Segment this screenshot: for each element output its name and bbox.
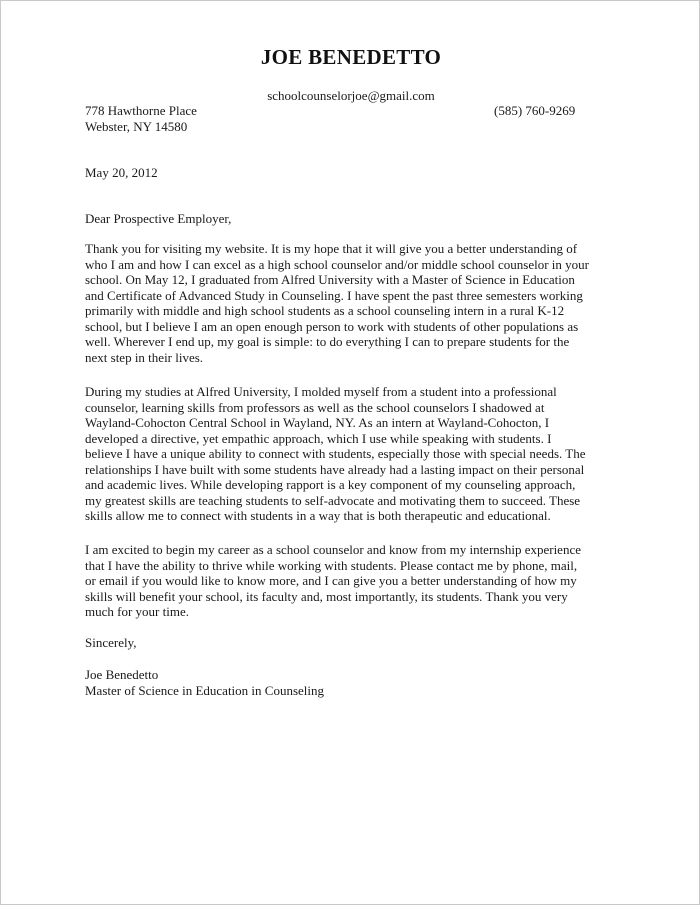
paragraph-line: and academic lives. While developing rapport is a key component of my counseling approach, (85, 477, 576, 492)
salutation: Dear Prospective Employer, (85, 211, 232, 226)
closing: Sincerely, (85, 635, 137, 650)
paragraph-line: believe I have a unique ability to connect with students, especially those with special needs. The (85, 446, 586, 461)
paragraph-line: school, but I believe I am an open enough person to work with students of other populations as (85, 318, 579, 334)
paragraph-line: developed a directive, yet empathic approach, which I use while speaking with students. I (85, 430, 552, 446)
paragraph-line: relationships I have built with some students have already had a lasting impact on their personal (85, 461, 585, 477)
paragraph-line: next step in their lives. (85, 349, 204, 365)
sender-phone: (585) 760-9269 (494, 103, 576, 118)
sender-email: schoolcounselorjoe@gmail.com (267, 88, 435, 103)
paragraph-line: skills will benefit your school, its faculty and, most importantly, its students. Thank you very (85, 588, 568, 604)
paragraph-line: Thank you for visiting my website. It is my hope that it will give you a better understanding of (85, 241, 578, 256)
signature-block (85, 667, 324, 699)
paragraph-line: school. On May 12, I graduated from Alfred University with a Master of Science in Education (85, 272, 575, 287)
address-line-1: 778 Hawthorne Place (85, 103, 197, 118)
paragraph-line: During my studies at Alfred University, I molded myself from a student into a professional (85, 384, 557, 399)
paragraph-line: who I am and how I can excel as a high school counselor and/or middle school counselor in your (85, 256, 589, 272)
sender-name: JOE BENEDETTO (260, 45, 442, 69)
paragraph-line: Wayland-Cohocton Central School in Wayland, NY. As an intern at Wayland-Cohocton, I (85, 415, 550, 430)
paragraph-line: and Certificate of Advanced Study in Counseling. I have spent the past three semesters working (85, 287, 583, 303)
paragraph-line: my greatest skills are teaching students to self-advocate and motivating them to succeed. These (85, 492, 581, 508)
paragraph-line: or email if you would like to know more, and I can give you a better understanding of how my (85, 573, 577, 588)
paragraph-line: much for your time. (85, 604, 189, 619)
paragraph-line: that I have the ability to thrive while working with students. Please contact me by phone, mail, (85, 557, 578, 573)
body-paragraph-1 (85, 241, 625, 365)
body-paragraph-2 (85, 384, 625, 524)
letter-date: May 20, 2012 (85, 165, 158, 180)
signer-title: Master of Science in Education in Counseling (85, 683, 325, 698)
body-paragraph-3 (85, 542, 625, 620)
paragraph-line: primarily with middle and high school students as a school counseling intern in a rural K-12 (85, 303, 565, 318)
paragraph-line: well. Wherever I end up, my goal is simple: to do everything I can to prepare students for the (85, 334, 570, 349)
paragraph-line: skills allow me to connect with students in a way that is both therapeutic and educational. (85, 508, 551, 523)
paragraph-line: I am excited to begin my career as a school counselor and know from my internship experience (85, 542, 581, 557)
paragraph-line: counselor, learning skills from professors as well as the school counselors I shadowed at (85, 399, 545, 415)
sender-address (85, 103, 197, 135)
signer-name: Joe Benedetto (85, 667, 159, 682)
address-line-2: Webster, NY 14580 (85, 119, 188, 134)
